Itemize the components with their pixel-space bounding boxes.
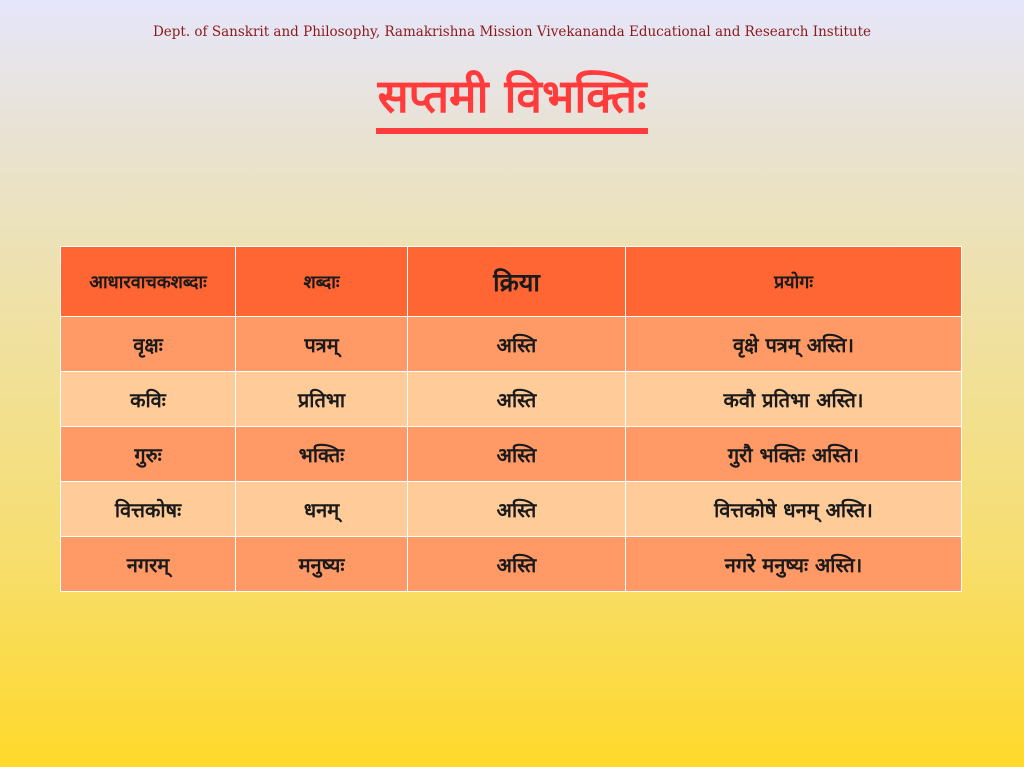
slide-title-wrap (0, 66, 1024, 134)
table-cell: अस्ति (408, 372, 626, 427)
table-cell: गुरौ भक्तिः अस्ति। (626, 427, 962, 482)
column-header-prayoga: प्रयोगः (626, 247, 962, 317)
table-header-row (61, 247, 962, 317)
table-cell: अस्ति (408, 537, 626, 592)
table-cell: अस्ति (408, 427, 626, 482)
table-cell: वित्तकोषे धनम् अस्ति। (626, 482, 962, 537)
department-line: Dept. of Sanskrit and Philosophy, Ramakrishna Mission Vivekananda Educational and Research Institute (152, 24, 872, 40)
table-cell: भक्तिः (236, 427, 408, 482)
table-row (61, 317, 962, 372)
table-cell: वित्तकोषः (61, 482, 236, 537)
declension-table (60, 246, 962, 592)
table-cell: अस्ति (408, 317, 626, 372)
table-cell: नगरे मनुष्यः अस्ति। (626, 537, 962, 592)
table-cell: पत्रम् (236, 317, 408, 372)
table-cell: मनुष्यः (236, 537, 408, 592)
table-row (61, 537, 962, 592)
table-row (61, 427, 962, 482)
column-header-adhara: आधारवाचकशब्दाः (61, 247, 236, 317)
table-cell: अस्ति (408, 482, 626, 537)
table-row (61, 372, 962, 427)
table-cell: वृक्षे पत्रम् अस्ति। (626, 317, 962, 372)
table-cell: कवौ प्रतिभा अस्ति। (626, 372, 962, 427)
column-header-shabda: शब्दाः (236, 247, 408, 317)
table-cell: गुरुः (61, 427, 236, 482)
table-row (61, 482, 962, 537)
slide-title: सप्तमी विभक्तिः (376, 66, 649, 134)
table-cell: नगरम् (61, 537, 236, 592)
column-header-kriya: क्रिया (408, 247, 626, 317)
table-cell: धनम् (236, 482, 408, 537)
table-cell: कविः (61, 372, 236, 427)
table-cell: प्रतिभा (236, 372, 408, 427)
table-cell: वृक्षः (61, 317, 236, 372)
